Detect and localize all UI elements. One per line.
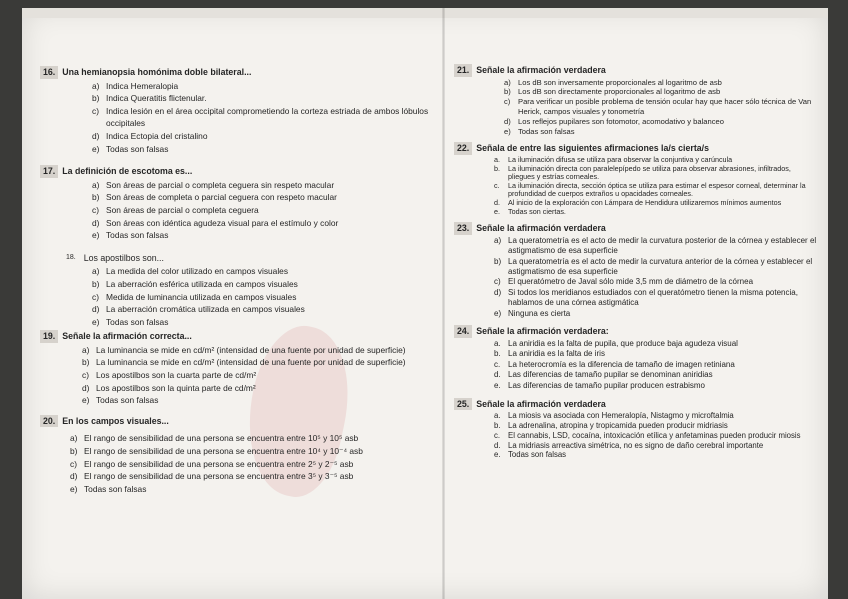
question-number: 23. (454, 222, 472, 235)
option-letter: c) (82, 370, 89, 381)
option-letter: d) (92, 130, 100, 141)
option (494, 360, 819, 371)
option-text: La aniridia es la falta de iris (508, 349, 605, 359)
option-text: Todas son falsas (106, 316, 169, 327)
question-18 (40, 252, 432, 329)
option (494, 450, 819, 460)
question-number: 16. (40, 66, 58, 79)
option (70, 458, 432, 471)
question-number: 20. (40, 415, 58, 428)
options-list (40, 265, 432, 328)
option (92, 92, 432, 105)
question-23 (454, 222, 819, 319)
option (504, 78, 819, 88)
option-letter: e) (92, 316, 100, 327)
option-text: Indica Ectopia del cristalino (106, 130, 208, 141)
option-text: Para verificar un posible problema de tensión ocular hay que hacer sólo técnica de Van Herick, campos visuales y tonometría (518, 97, 812, 116)
question-19 (40, 330, 432, 407)
option (82, 394, 432, 407)
question-number: 21. (454, 64, 472, 77)
option (494, 165, 819, 182)
options-list (40, 80, 432, 156)
exam-page (22, 8, 828, 599)
option (92, 143, 432, 156)
question-number: 17. (40, 165, 58, 178)
option-text: Ninguna es cierta (508, 308, 571, 318)
option-text: Todas son falsas (508, 450, 567, 460)
option (70, 470, 432, 483)
option (82, 382, 432, 395)
options-list (454, 236, 819, 319)
option-text: Indica Queratitis flictenular. (106, 93, 207, 104)
option-text: Indica Hemeralopia (106, 80, 179, 91)
option (92, 278, 432, 291)
options-list (40, 432, 432, 495)
option-letter: a) (92, 80, 100, 91)
option-letter: d) (82, 382, 90, 393)
option-text: El rango de sensibilidad de una persona se encuentra entre 2⁵ y 2⁻⁵ asb (84, 458, 354, 469)
option-text: Los apostilbos son la quinta parte de cd/m² (96, 382, 256, 393)
option-letter: a. (494, 338, 501, 348)
question-number: 25. (454, 398, 472, 411)
options-list (40, 179, 432, 242)
option-text: Son áreas de parcial o completa ceguera (106, 204, 259, 215)
option-text: El queratómetro de Javal sólo mide 3,5 mm de diámetro de la córnea (508, 277, 754, 287)
option (92, 229, 432, 242)
option-text: La iluminación directa, sección óptica se utiliza para estimar el espesor corneal, determinar la profundidad de cuerpos extraños u opacidades corneales. (508, 180, 806, 199)
question-21 (454, 64, 819, 136)
option-text: La aberración esférica utilizada en campos visuales (106, 278, 298, 289)
option-letter: a) (82, 344, 90, 355)
option-letter: d. (494, 197, 500, 207)
question-number: 22. (454, 142, 472, 155)
option (82, 344, 432, 357)
option-letter: a) (92, 266, 100, 277)
option-text: Medida de luminancia utilizada en campos visuales (106, 291, 297, 302)
option-letter: c. (494, 180, 500, 190)
option-letter: b. (494, 349, 501, 359)
option-text: La medida del color utilizado en campos visuales (106, 266, 289, 277)
option-letter: a. (494, 411, 501, 421)
option (82, 369, 432, 382)
option-letter: b) (494, 256, 502, 266)
option-letter: c) (504, 97, 511, 107)
option (504, 117, 819, 127)
option (494, 370, 819, 381)
question-number: 19. (40, 330, 58, 343)
option-letter: d. (494, 440, 501, 450)
option (92, 179, 432, 192)
option-text: Si todos los meridianos estudiados con el queratómetro tienen la misma potencia, hablamos de una córnea astigmática (508, 287, 798, 308)
option-letter: e) (92, 230, 100, 241)
option (92, 291, 432, 304)
option-letter: c. (494, 359, 501, 369)
option (494, 309, 819, 319)
question-title: Una hemianopsia homónima doble bilateral... (62, 67, 252, 77)
option-text: Las diferencias de tamaño pupilar se denominan aniridias (508, 370, 713, 380)
options-list (454, 339, 819, 392)
option-letter: e. (494, 450, 501, 460)
left-column (40, 66, 432, 495)
options-list (454, 156, 819, 216)
option-letter: e) (92, 143, 100, 154)
option (494, 381, 819, 392)
option-text: La queratometría es el acto de medir la curvatura posterior de la córnea y establecer el astigmatismo de esa superficie (508, 235, 817, 256)
option-letter: a) (504, 77, 511, 87)
option-letter: b. (494, 163, 500, 173)
question-title: Señale la afirmación correcta... (62, 331, 192, 342)
question-title: La definición de escotoma es... (62, 166, 193, 177)
option-text: Son áreas de completa o parcial ceguera con respeto macular (106, 192, 337, 203)
option (494, 349, 819, 360)
option-letter: c) (92, 105, 99, 116)
option-letter: d) (70, 471, 78, 482)
option (494, 277, 819, 287)
question-title: Señale la afirmación verdadera: (476, 325, 609, 336)
option-text: Todas son ciertas. (508, 206, 566, 216)
question-17 (40, 165, 432, 242)
option-letter: c) (70, 458, 77, 469)
options-list (454, 411, 819, 460)
option-letter: c) (92, 291, 99, 302)
question-title: Señale la afirmación verdadera (476, 65, 606, 75)
option-text: La iluminación directa con paralelepípedo se utiliza para observar abrasiones, infiltrados, pliegues y estrías corneales. (508, 163, 791, 182)
option-text: Los dB son inversamente proporcionales al logaritmo de asb (518, 77, 722, 87)
option (494, 339, 819, 350)
option-text: Son áreas con idéntica agudeza visual para el estímulo y color (106, 217, 339, 228)
option-text: La queratometría es el acto de medir la curvatura anterior de la córnea y establecer el astigmatismo de esa superficie (508, 256, 813, 276)
option (70, 483, 432, 496)
option (504, 127, 819, 137)
option-letter: d) (92, 217, 100, 228)
page-fold (442, 8, 445, 599)
option-letter: e. (494, 206, 500, 216)
option-letter: a) (92, 179, 100, 190)
option-text: La miosis va asociada con Hemeralopía, Nistagmo y microftalmia (508, 411, 734, 421)
option-text: Indica lesión en el área occipital comprometiendo la corteza estriada de ambos lóbulos occipitales (106, 105, 429, 129)
option-letter: c) (494, 277, 501, 287)
option-text: Las diferencias de tamaño pupilar producen estrabismo (508, 380, 706, 390)
option-text: La heterocromía es la diferencia de tamaño de imagen retiniana (508, 359, 735, 369)
question-25 (454, 398, 819, 461)
option-text: Todas son falsas (96, 395, 159, 406)
option-text: El rango de sensibilidad de una persona se encuentra entre 10⁵ y 10⁵ asb (84, 433, 359, 444)
option (494, 411, 819, 421)
option-letter: d) (504, 116, 511, 126)
right-column (454, 64, 819, 460)
option (494, 257, 819, 278)
option (70, 445, 432, 458)
option-letter: a) (70, 433, 78, 444)
option-text: Son áreas de parcial o completa ceguera sin respeto macular (106, 179, 335, 190)
option-text: La adrenalina, atropina y tropicamida pueden producir midriasis (508, 420, 728, 430)
option (494, 441, 819, 451)
option-text: El rango de sensibilidad de una persona se encuentra entre 10⁴ y 10⁻⁴ asb (84, 446, 363, 457)
question-title: Señale la afirmación verdadera (476, 223, 606, 234)
option-letter: b) (504, 87, 511, 97)
option (494, 236, 819, 257)
option (92, 105, 432, 130)
options-list (40, 344, 432, 407)
option-text: Los dB son directamente proporcionales al logaritmo de asb (518, 87, 721, 97)
option-text: El cannabis, LSD, cocaína, intoxicación etílica y anfetaminas pueden producir miosis (508, 430, 801, 440)
option-letter: d. (494, 370, 501, 380)
option-letter: b) (92, 192, 100, 203)
option (92, 130, 432, 143)
question-22 (454, 142, 819, 216)
option-text: La midriasis arreactiva simétrica, no es signo de daño cerebral importante (508, 440, 764, 450)
option-text: Todas son falsas (518, 126, 575, 136)
option (92, 191, 432, 204)
option-text: La aberración cromática utilizada en campos visuales (106, 304, 305, 315)
option-text: Todas son falsas (84, 483, 147, 494)
question-title: En los campos visuales... (62, 415, 169, 426)
option (70, 432, 432, 445)
option (92, 204, 432, 217)
option-letter: a) (494, 235, 502, 245)
option (92, 316, 432, 329)
option-text: Los reflejos pupilares son fotomotor, acomodativo y balanceo (518, 116, 724, 126)
option-letter: b) (82, 357, 90, 368)
option-letter: e) (70, 483, 78, 494)
option-letter: e) (494, 308, 502, 318)
question-20 (40, 415, 432, 496)
option-letter: b) (92, 93, 100, 104)
option-letter: c) (92, 204, 99, 215)
option-text: La iluminación difusa se utiliza para observar la conjuntiva y carúncula (508, 154, 733, 164)
option-letter: d) (92, 304, 100, 315)
option (494, 421, 819, 431)
option-letter: a. (494, 154, 500, 164)
option-letter: e) (504, 126, 511, 136)
option (504, 87, 819, 97)
option-letter: c. (494, 430, 501, 440)
option-text: La luminancia se mide en cd/m² (intensidad de una fuente por unidad de superficie) (96, 357, 406, 368)
question-title: Los apostilbos son... (83, 252, 164, 263)
option-letter: e) (82, 395, 90, 406)
option (504, 97, 819, 117)
top-band (22, 8, 828, 18)
option (494, 288, 819, 309)
option (494, 208, 819, 217)
question-title: Señala de entre las siguientes afirmaciones la/s cierta/s (476, 143, 709, 154)
option (494, 182, 819, 199)
question-16 (40, 66, 432, 155)
option-letter: b) (70, 446, 78, 457)
option (92, 80, 432, 93)
option-letter: e. (494, 380, 501, 390)
option-letter: d) (494, 287, 502, 297)
options-list (454, 78, 819, 137)
option-letter: b) (92, 278, 100, 289)
option (92, 303, 432, 316)
question-number: 18. (66, 253, 76, 261)
option (92, 265, 432, 278)
option-text: La aniridia es la falta de pupila, que produce baja agudeza visual (508, 338, 738, 348)
option-text: La luminancia se mide en cd/m² (intensidad de una fuente por unidad de superficie) (96, 344, 406, 355)
question-24 (454, 325, 819, 392)
question-title: Señale la afirmación verdadera (476, 398, 606, 409)
option (92, 217, 432, 230)
option (494, 431, 819, 441)
option-text: Los apostilbos son la cuarta parte de cd/m² (96, 370, 257, 381)
option-text: El rango de sensibilidad de una persona se encuentra entre 3⁵ y 3⁻⁵ asb (84, 471, 354, 482)
option-text: Todas son falsas (106, 230, 169, 241)
option-text: Todas son falsas (106, 143, 169, 154)
option (82, 356, 432, 369)
option-text: Al inicio de la exploración con Lámpara de Hendidura utilizaremos mínimos aumentos (508, 197, 782, 207)
option-letter: b. (494, 420, 501, 430)
question-number: 24. (454, 325, 472, 338)
